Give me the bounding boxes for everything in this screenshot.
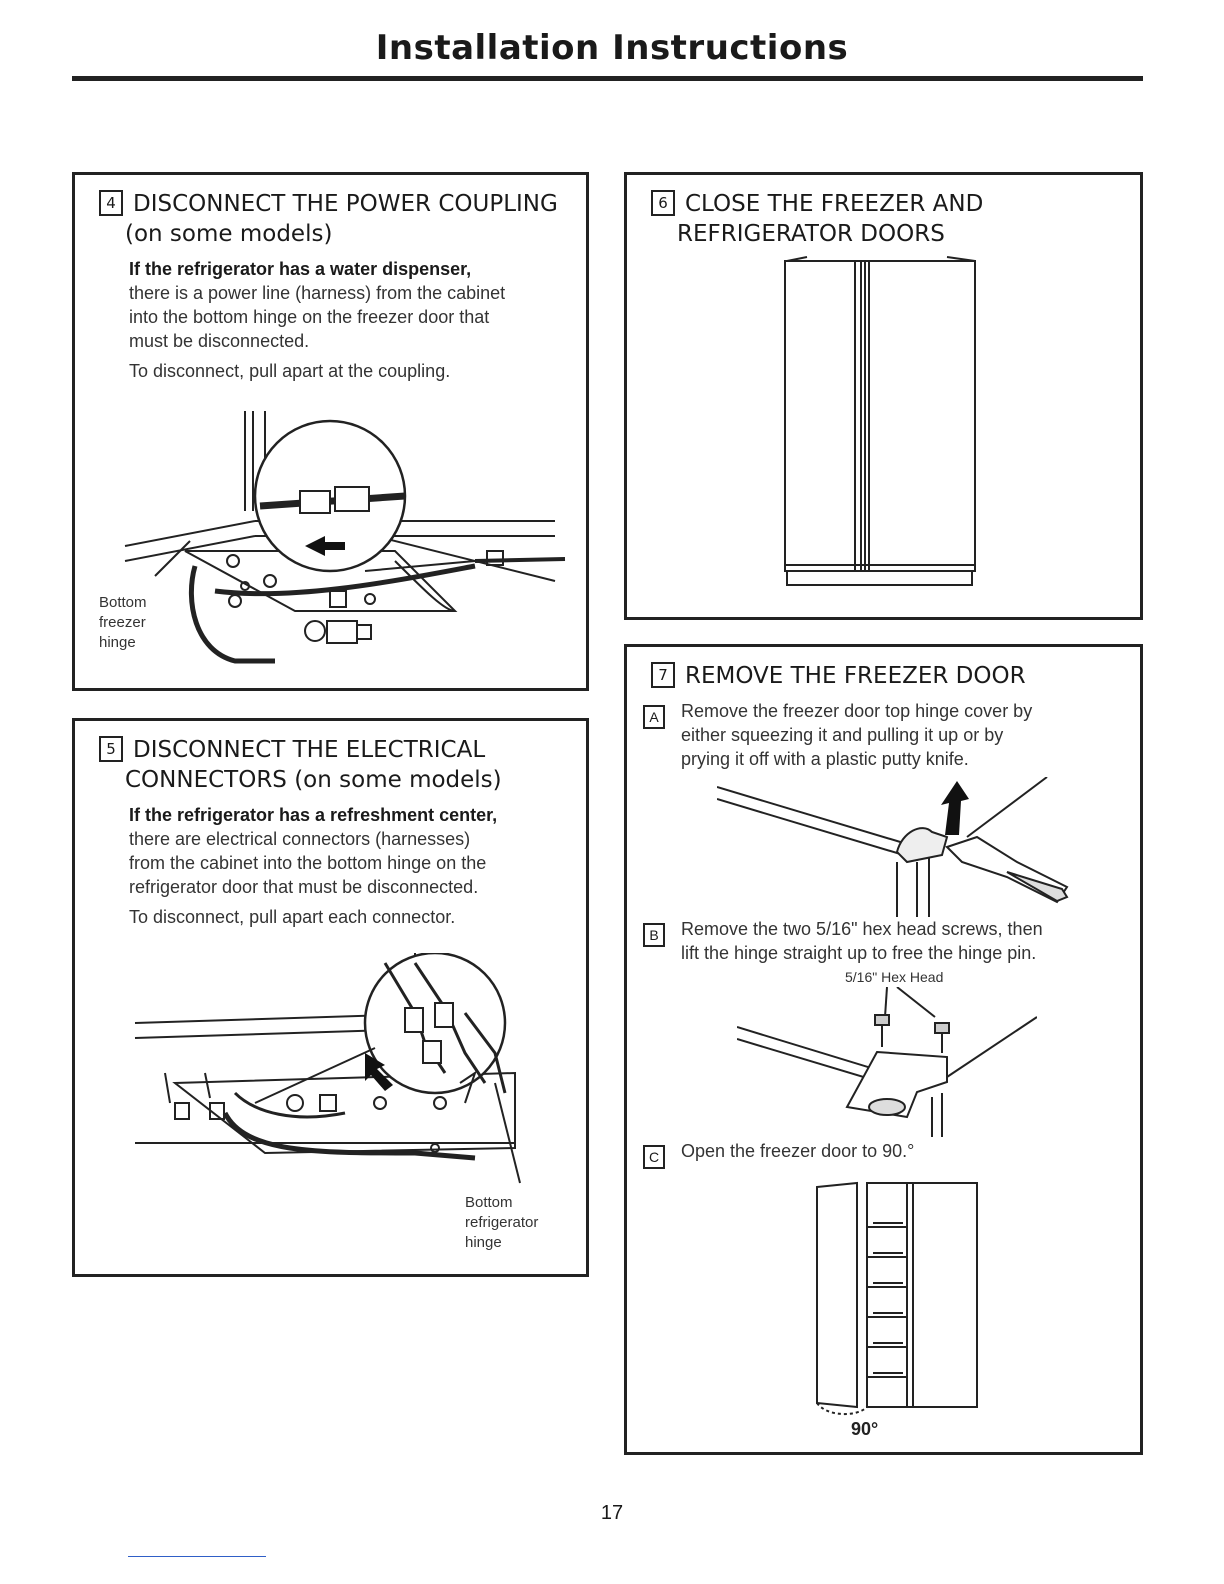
step-4-instruction: To disconnect, pull apart at the coupling. xyxy=(129,361,451,381)
sub-step-b-box: B xyxy=(643,923,665,947)
step-number-box: 7 xyxy=(651,662,675,688)
page-number: 17 xyxy=(600,1502,624,1524)
sub-step-a-box: A xyxy=(643,705,665,729)
open-door-illustration xyxy=(807,1177,987,1417)
step-5-heading: 5 DISCONNECT THE ELECTRICAL CONNECTORS (on some models) xyxy=(99,735,502,795)
step-6-heading: 6 CLOSE THE FREEZER AND REFRIGERATOR DOORS xyxy=(651,189,983,249)
step-4-heading: 4 DISCONNECT THE POWER COUPLING (on some models) xyxy=(99,189,558,249)
step-4-hinge-label: Bottom freezer hinge xyxy=(99,594,147,651)
step-4-panel xyxy=(72,172,589,691)
step-number-box: 5 xyxy=(99,736,123,762)
step-5-body: there are electrical connectors (harnesses) from the cabinet into the bottom hinge on the refrigerator door that must be disconnected. xyxy=(129,829,487,897)
sub-step-b-text: Remove the two 5/16" hex head screws, then lift the hinge straight up to free the hinge pin. xyxy=(681,919,1043,963)
step-4-lead: If the refrigerator has a water dispenser, xyxy=(129,259,472,279)
step-4-body: there is a power line (harness) from the cabinet into the bottom hinge on the freezer door that must be disconnected. xyxy=(129,283,506,351)
power-coupling-illustration xyxy=(95,411,575,681)
electrical-connectors-illustration xyxy=(115,953,575,1193)
step-5-hinge-label: Bottom refrigerator hinge xyxy=(465,1194,539,1251)
ninety-degree-label: 90° xyxy=(851,1419,879,1439)
step-number-box: 6 xyxy=(651,190,675,216)
sub-step-c-text: Open the freezer door to 90.° xyxy=(681,1141,915,1161)
step-5-panel xyxy=(72,718,589,1277)
hex-head-callout: 5/16" Hex Head xyxy=(845,969,944,985)
step-5-lead: If the refrigerator has a refreshment center, xyxy=(129,805,498,825)
step-5-instruction: To disconnect, pull apart each connector. xyxy=(129,907,456,927)
hinge-screws-illustration xyxy=(737,987,1037,1137)
page-title: Installation Instructions xyxy=(375,28,849,68)
closed-refrigerator-illustration xyxy=(777,255,987,595)
step-number-box: 4 xyxy=(99,190,123,216)
step-7-panel xyxy=(624,644,1143,1455)
step-6-panel xyxy=(624,172,1143,620)
step-6-heading-sub: REFRIGERATOR DOORS xyxy=(677,221,945,247)
sub-step-a-text: Remove the freezer door top hinge cover by either squeezing it and pulling it up or by prying it off with a plastic putty knife. xyxy=(681,701,1033,769)
title-rule xyxy=(72,76,1143,81)
hinge-cover-illustration xyxy=(717,777,1097,917)
sub-step-c-box: C xyxy=(643,1145,665,1169)
step-4-heading-sub: (on some models) xyxy=(125,221,333,247)
step-5-heading-sub: CONNECTORS (on some models) xyxy=(125,767,502,793)
step-7-heading: 7 REMOVE THE FREEZER DOOR xyxy=(651,661,1026,691)
footer-link-underline xyxy=(128,1556,266,1557)
